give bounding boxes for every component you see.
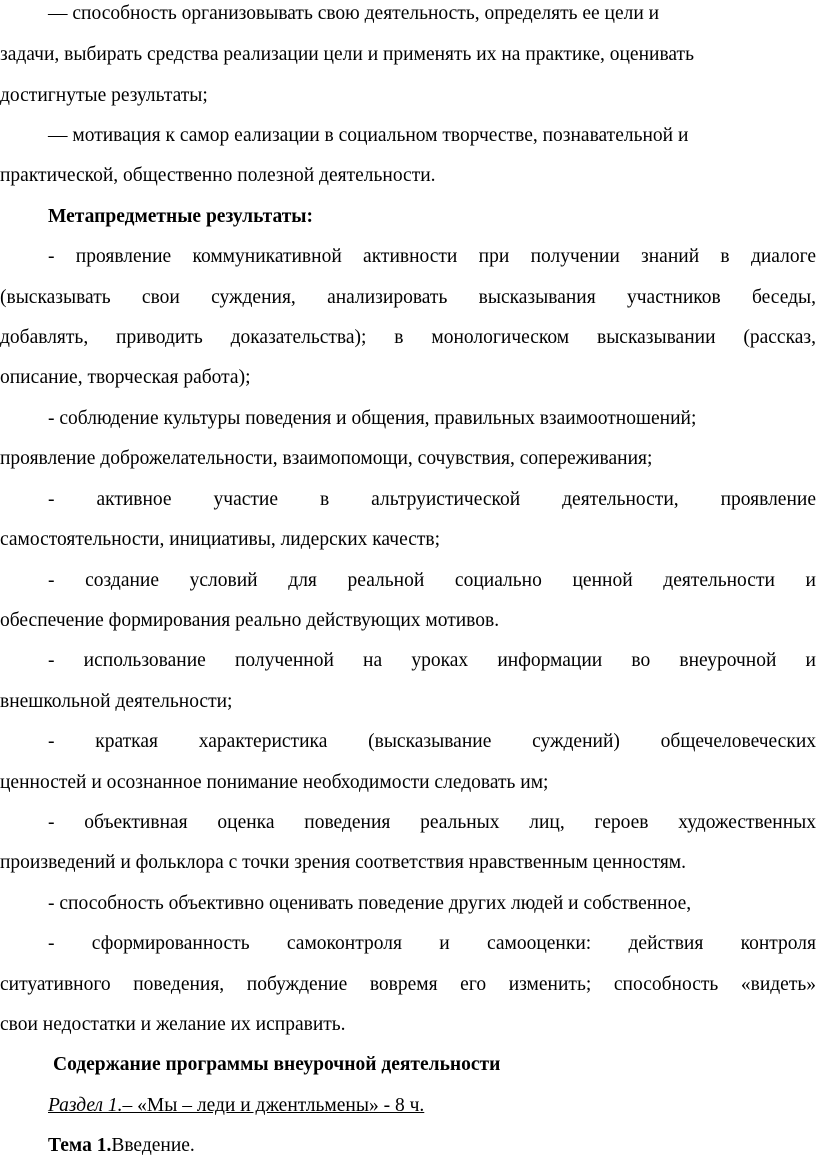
para-ability-line-3: достигнутые результаты; bbox=[0, 85, 208, 106]
para-values-line-2: ценностей и осознанное понимание необходимости следовать им; bbox=[0, 772, 549, 793]
para-selfcontrol-line-3: свои недостатки и желание их исправить. bbox=[0, 1014, 346, 1035]
para-evaluation-line-1: - объективная оценка поведения реальных лиц, героев художественных bbox=[48, 812, 816, 833]
para-motivation-line-2: практической, общественно полезной деятельности. bbox=[0, 165, 436, 186]
section-title-text: – «Мы – леди и джентльмены» - 8 ч. bbox=[122, 1095, 425, 1116]
para-usage-line-2: внешкольной деятельности; bbox=[0, 691, 233, 712]
para-selfcontrol-line-1: - сформированность самоконтроля и самооценки: действия контроля bbox=[48, 933, 816, 954]
section-label: Раздел 1. bbox=[48, 1095, 123, 1116]
para-culture-line-2: проявление доброжелательности, взаимопомощи, сочувствия, сопереживания; bbox=[0, 448, 653, 469]
meta-results-heading: Метапредметные результаты: bbox=[48, 206, 314, 227]
para-communication-line-4: описание, творческая работа); bbox=[0, 367, 251, 388]
para-communication-line-3: добавлять, приводить доказательства); в монологическом высказывании (рассказ, bbox=[0, 327, 816, 348]
para-values-line-1: - краткая характеристика (высказывание суждений) общечеловеческих bbox=[48, 731, 816, 752]
para-altruism-line-1: - активное участие в альтруистической деятельности, проявление bbox=[48, 489, 816, 510]
para-conditions-line-1: - создание условий для реальной социально ценной деятельности и bbox=[48, 570, 816, 591]
para-conditions-line-2: обеспечение формирования реально действующих мотивов. bbox=[0, 610, 500, 631]
topic-label: Тема 1. bbox=[48, 1135, 112, 1156]
para-communication-line-1: - проявление коммуникативной активности при получении знаний в диалоге bbox=[48, 246, 816, 267]
para-motivation-line-1: — мотивация к самор еализации в социальном творчестве, познавательной и bbox=[48, 125, 689, 146]
topic-text: Введение. bbox=[111, 1135, 195, 1156]
para-communication-line-2: (высказывать свои суждения, анализировать высказывания участников беседы, bbox=[0, 287, 816, 308]
para-culture-line-1: - соблюдение культуры поведения и общения, правильных взаимоотношений; bbox=[48, 408, 697, 429]
para-ability-line-2: задачи, выбирать средства реализации цели и применять их на практике, оценивать bbox=[0, 44, 694, 65]
para-ability-line-1: — способность организовывать свою деятельность, определять ее цели и bbox=[48, 3, 660, 24]
section-title bbox=[48, 1094, 816, 1118]
para-evaluation-line-2: произведений и фольклора с точки зрения соответствия нравственным ценностям. bbox=[0, 852, 687, 873]
para-objective-line-1: - способность объективно оценивать поведение других людей и собственное, bbox=[48, 893, 692, 914]
program-content-heading: Содержание программы внеурочной деятельности bbox=[53, 1054, 501, 1075]
para-altruism-line-2: самостоятельности, инициативы, лидерских качеств; bbox=[0, 529, 441, 550]
topic-title bbox=[48, 1134, 816, 1158]
para-usage-line-1: - использование полученной на уроках информации во внеурочной и bbox=[48, 650, 816, 671]
para-selfcontrol-line-2: ситуативного поведения, побуждение вовремя его изменить; способность «видеть» bbox=[0, 974, 816, 995]
